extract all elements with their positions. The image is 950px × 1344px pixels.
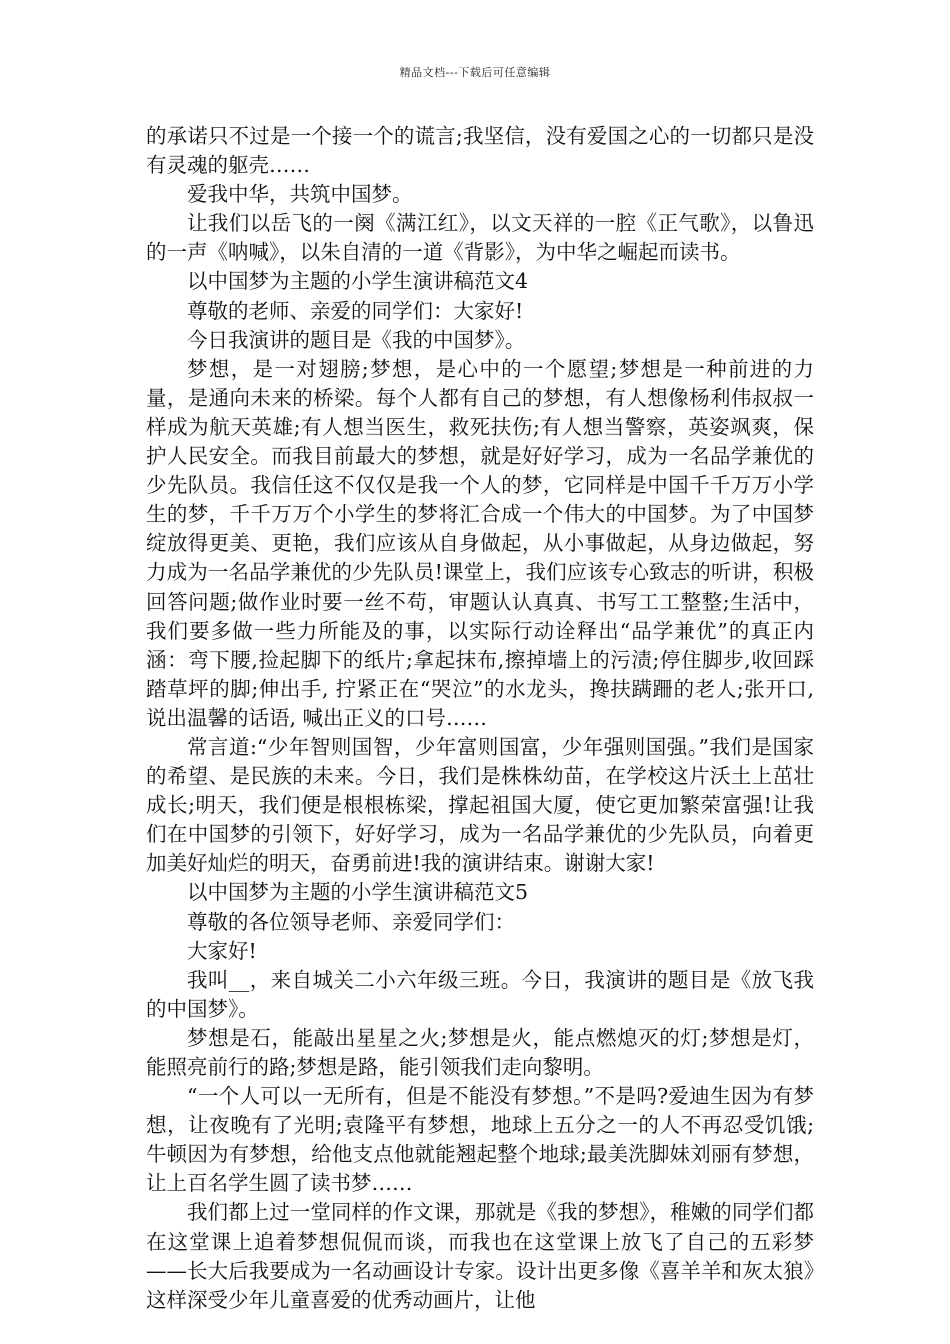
greeting: 大家好!	[187, 938, 257, 963]
paragraph: 梦想，是一对翅膀;梦想，是心中的一个愿望;梦想是一种前进的力量，是通向未来的桥梁。每个人都有自己的梦想，有人想像杨利伟叔叔一样成为航天英雄;有人想当医生，救死扶伤;有人想当警察，英姿飒爽，保护人民安全。而我目前最大的梦想，就是好好学习，成为一名品学兼优的少先队员。我信任这不仅仅是我一个人的梦，它同样是中国千千万万小学生的梦，千千万万个小学生的梦将汇合成一个伟大的中国梦。为了中国梦绽放得更美、更艳，我们应该从自身做起，从小事做起，从身边做起，努力成为一名品学兼优的少先队员!课堂上，我们应该专心致志的听讲，积极回答问题;做作业时要一丝不苟，审题认认真真、书写工工整整;生活中，我们要多做一些力所能及的事，以实际行动诠释出“品学兼优”的真正内涵：弯下腰,捡起脚下的纸片;拿起抹布,擦掉墙上的污渍;停住脚步,收回踩踏草坪的脚;伸出手, 拧紧正在“哭泣”的水龙头，搀扶蹒跚的老人;张开口, 说出温馨的话语, 喊出正义的口号……	[146, 356, 814, 730]
paragraph: 爱我中华，共筑中国梦。	[187, 182, 413, 207]
greeting: 尊敬的各位领导老师、亲爱同学们：	[187, 909, 515, 934]
paragraph: 常言道:“少年智则国智，少年富则国富，少年强则国强。”我们是国家的希望、是民族的未来。今日，我们是株株幼苗，在学校这片沃土上茁壮成长;明天，我们便是根根栋梁，撑起祖国大厦，使它更加繁荣富强!让我们在中国梦的引领下，好好学习，成为一名品学兼优的少先队员，向着更加美好灿烂的明天，奋勇前进!我的演讲结束。谢谢大家!	[146, 734, 814, 876]
paragraph: 让我们以岳飞的一阕《满江红》，以文天祥的一腔《正气歌》，以鲁迅的一声《呐喊》，以朱自清的一道《背影》，为中华之崛起而读书。	[146, 211, 814, 265]
paragraph: 的承诺只不过是一个接一个的谎言;我坚信，没有爱国之心的一切都只是没有灵魂的躯壳……	[146, 124, 814, 178]
paragraph: 梦想是石，能敲出星星之火;梦想是火，能点燃熄灭的灯;梦想是灯，能照亮前行的路;梦想是路，能引领我们走向黎明。	[146, 1025, 814, 1079]
section-heading: 以中国梦为主题的小学生演讲稿范文4	[187, 269, 529, 294]
paragraph: 我叫__，来自城关二小六年级三班。今日，我演讲的题目是《放飞我的中国梦》。	[146, 967, 814, 1021]
paragraph: 我们都上过一堂同样的作文课，那就是《我的梦想》，稚嫩的同学们都在这堂课上追着梦想侃侃而谈，而我也在这堂课上放飞了自己的五彩梦——长大后我要成为一名动画设计专家。设计出更多像《喜羊羊和灰太狼》这样深受少年儿童喜爱的优秀动画片，让他	[146, 1200, 814, 1312]
document-body	[146, 122, 814, 1315]
paragraph: 今日我演讲的题目是《我的中国梦》。	[187, 327, 526, 352]
paragraph: “一个人可以一无所有，但是不能没有梦想。”不是吗?爱迪生因为有梦想，让夜晚有了光明;袁隆平有梦想，地球上五分之一的人不再忍受饥饿;牛顿因为有梦想，给他支点他就能翘起整个地球;最美洗脚妹刘丽有梦想，让上百名学生圆了读书梦……	[146, 1084, 814, 1196]
greeting: 尊敬的老师、亲爱的同学们：大家好!	[187, 298, 524, 323]
page-header: 精品文档---下载后可任意编辑	[399, 66, 551, 79]
section-heading: 以中国梦为主题的小学生演讲稿范文5	[187, 880, 529, 905]
